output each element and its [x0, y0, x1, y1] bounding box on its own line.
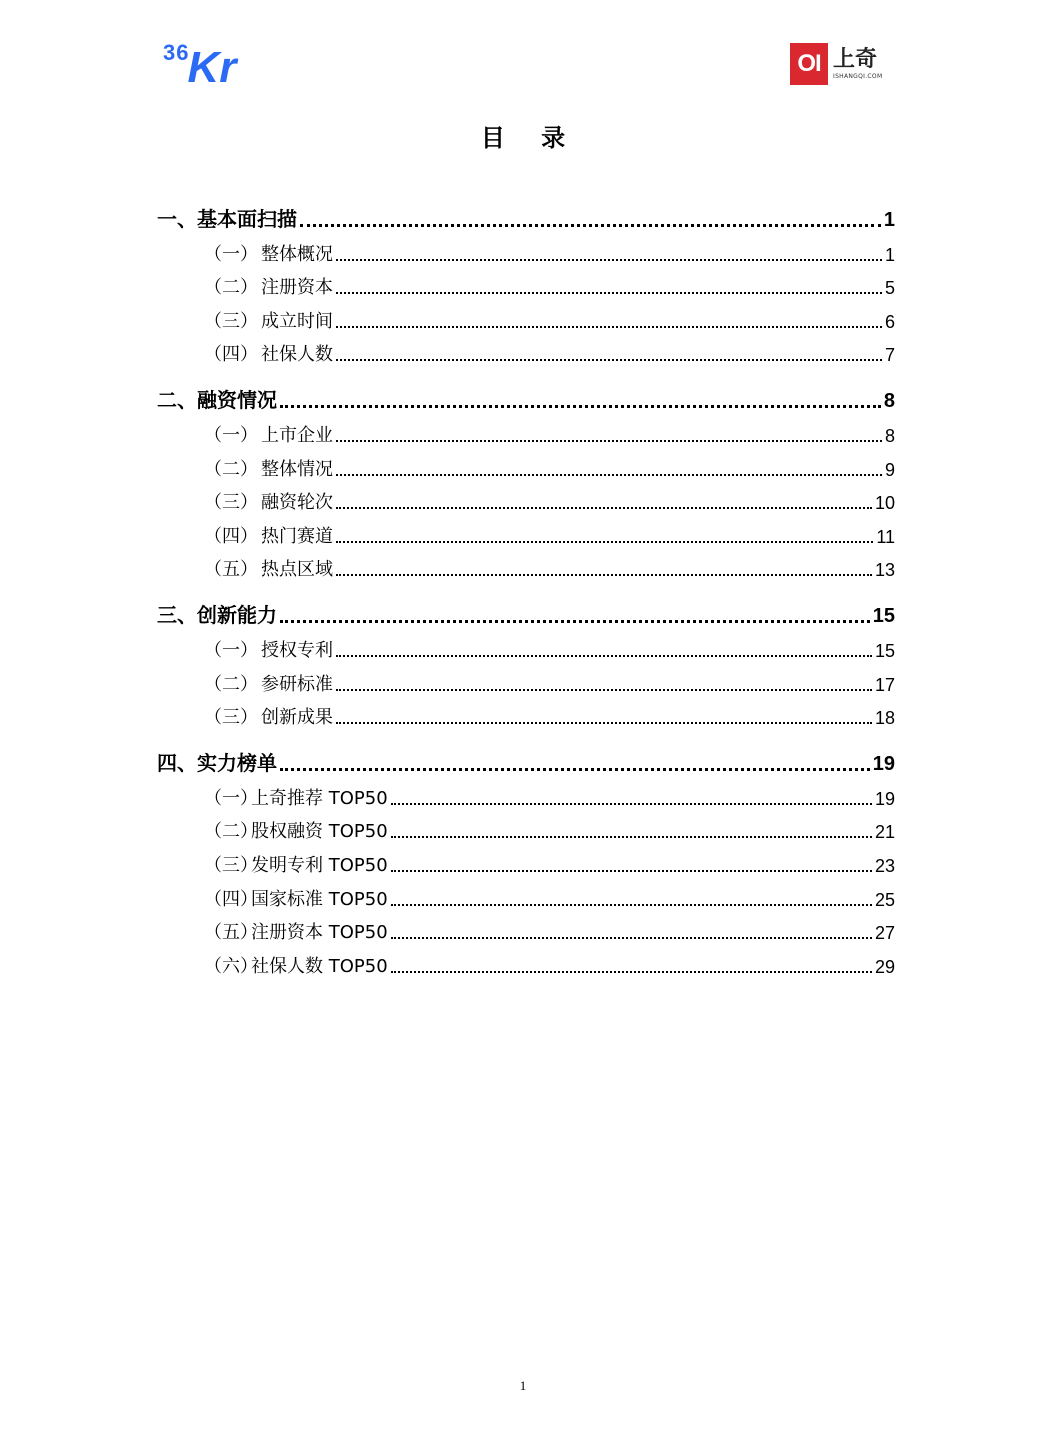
toc-entry[interactable]	[157, 299, 895, 333]
toc-entry-title: 热门赛道	[261, 525, 333, 547]
toc-entry[interactable]	[157, 696, 895, 730]
toc-leader-dots	[391, 937, 872, 939]
toc-entry[interactable]	[157, 481, 895, 515]
36kr-logo-letters: Kr	[187, 43, 237, 92]
toc-entry-title: 成立时间	[261, 310, 333, 332]
toc-entry-number: （四）	[204, 888, 258, 910]
toc-entry-page: 15	[874, 640, 895, 661]
toc-entry[interactable]	[157, 548, 895, 582]
toc-leader-dots	[280, 405, 881, 408]
toc-entry[interactable]	[157, 843, 895, 877]
toc-leader-dots	[391, 836, 872, 838]
shangqi-logo	[790, 43, 882, 85]
toc-leader-dots	[391, 904, 872, 906]
toc-leader-dots	[336, 326, 882, 328]
toc-entry-title: 上奇推荐 TOP50	[251, 787, 388, 809]
toc-entry-title: 融资轮次	[261, 492, 333, 514]
toc-entry-title: 社保人数	[261, 344, 333, 366]
toc-section-title: 三、创新能力	[157, 603, 277, 628]
toc-entry-number: （四）	[204, 344, 258, 366]
toc-entry-page: 21	[874, 822, 895, 843]
36kr-logo	[163, 40, 236, 90]
toc-entry-title: 社保人数 TOP50	[251, 955, 388, 977]
toc-entry-page: 25	[874, 889, 895, 910]
toc-entry-number: （二）	[204, 821, 258, 843]
toc-entry-page: 10	[874, 493, 895, 514]
toc-entry-title: 发明专利 TOP50	[251, 854, 388, 876]
toc-entry[interactable]	[157, 447, 895, 481]
toc-leader-dots	[336, 507, 872, 509]
toc-entry[interactable]	[157, 266, 895, 300]
toc-entry-number: （一）	[204, 787, 258, 809]
toc-entry-title: 国家标准 TOP50	[251, 888, 388, 910]
toc-entry[interactable]	[157, 662, 895, 696]
toc-leader-dots	[391, 971, 872, 973]
toc-section-title: 四、实力榜单	[157, 751, 277, 776]
toc-leader-dots	[336, 474, 882, 476]
toc-leader-dots	[336, 359, 882, 361]
toc-entry-title: 授权专利	[261, 639, 333, 661]
toc-section-page: 19	[872, 753, 895, 776]
toc-entry-number: （二）	[204, 673, 258, 695]
toc-leader-dots	[336, 440, 882, 442]
36kr-logo-number: 36	[163, 40, 190, 65]
toc-entry-page: 19	[874, 788, 895, 809]
toc-section-title: 二、融资情况	[157, 388, 277, 413]
toc-section	[157, 381, 895, 581]
toc-entry[interactable]	[157, 944, 895, 978]
toc-section-heading[interactable]	[157, 381, 895, 413]
toc-leader-dots	[336, 689, 872, 691]
shangqi-logo-domain: ISHANGQI.COM	[833, 73, 883, 80]
toc-entry-page: 9	[884, 459, 895, 480]
toc-leader-dots	[336, 574, 872, 576]
toc-entry[interactable]	[157, 628, 895, 662]
toc-section-heading[interactable]	[157, 596, 895, 628]
toc-entry-title: 整体概况	[261, 243, 333, 265]
toc-entry-number: （六）	[204, 955, 258, 977]
toc-entry-number: （一）	[204, 424, 258, 446]
toc-section-page: 8	[883, 390, 895, 413]
toc-entry-number: （二）	[204, 277, 258, 299]
toc-leader-dots	[391, 803, 872, 805]
toc-entry-page: 29	[874, 956, 895, 977]
toc-entry[interactable]	[157, 232, 895, 266]
toc-entry-number: （一）	[204, 639, 258, 661]
toc-leader-dots	[280, 768, 870, 771]
toc-entry-number: （三）	[204, 707, 258, 729]
toc-section	[157, 200, 895, 366]
toc-entry-title: 股权融资 TOP50	[251, 821, 388, 843]
toc-entry-number: （五）	[204, 559, 258, 581]
toc-entry-page: 5	[884, 278, 895, 299]
toc-section-heading[interactable]	[157, 200, 895, 232]
toc-entry[interactable]	[157, 514, 895, 548]
toc-leader-dots	[336, 722, 872, 724]
toc-entry[interactable]	[157, 877, 895, 911]
toc-entry-title: 热点区域	[261, 559, 333, 581]
toc-entry-title: 创新成果	[261, 707, 333, 729]
toc-entry-title: 整体情况	[261, 458, 333, 480]
toc-entry[interactable]	[157, 333, 895, 367]
page-title: 目 录	[480, 124, 580, 152]
toc-section	[157, 596, 895, 729]
toc-entry-page: 18	[874, 708, 895, 729]
toc-section-title: 一、基本面扫描	[157, 207, 297, 231]
toc-entry[interactable]	[157, 911, 895, 945]
toc-entry-number: （一）	[204, 243, 258, 265]
table-of-contents	[157, 200, 895, 993]
toc-leader-dots	[336, 259, 882, 261]
toc-section-page: 15	[872, 605, 895, 628]
toc-entry-number: （三）	[204, 492, 258, 514]
toc-entry-page: 7	[884, 345, 895, 366]
toc-entry[interactable]	[157, 413, 895, 447]
toc-leader-dots	[391, 870, 872, 872]
page-number: 1	[519, 1378, 527, 1393]
toc-entry-number: （三）	[204, 854, 258, 876]
shangqi-logo-mark: OI	[790, 43, 828, 85]
toc-entry-title: 上市企业	[261, 424, 333, 446]
toc-entry-page: 27	[874, 923, 895, 944]
toc-section-page: 1	[883, 209, 895, 231]
toc-entry-number: （三）	[204, 310, 258, 332]
toc-section	[157, 744, 895, 978]
toc-entry-title: 注册资本 TOP50	[251, 922, 388, 944]
toc-entry-page: 8	[884, 425, 895, 446]
toc-entry-page: 1	[884, 244, 895, 265]
toc-leader-dots	[336, 655, 872, 657]
toc-section-heading[interactable]	[157, 744, 895, 776]
toc-leader-dots	[336, 541, 873, 543]
toc-leader-dots	[336, 292, 882, 294]
toc-leader-dots	[300, 224, 881, 227]
toc-entry-number: （五）	[204, 922, 258, 944]
toc-entry[interactable]	[157, 810, 895, 844]
shangqi-logo-chinese: 上奇	[833, 47, 878, 72]
toc-entry-page: 17	[874, 674, 895, 695]
toc-entry[interactable]	[157, 776, 895, 810]
toc-leader-dots	[280, 620, 870, 623]
toc-entry-page: 6	[884, 311, 895, 332]
toc-entry-number: （四）	[204, 525, 258, 547]
toc-entry-page: 11	[876, 526, 895, 547]
toc-entry-page: 23	[874, 855, 895, 876]
toc-entry-page: 13	[874, 560, 895, 581]
toc-entry-title: 参研标准	[261, 673, 333, 695]
toc-entry-number: （二）	[204, 458, 258, 480]
toc-entry-title: 注册资本	[261, 277, 333, 299]
